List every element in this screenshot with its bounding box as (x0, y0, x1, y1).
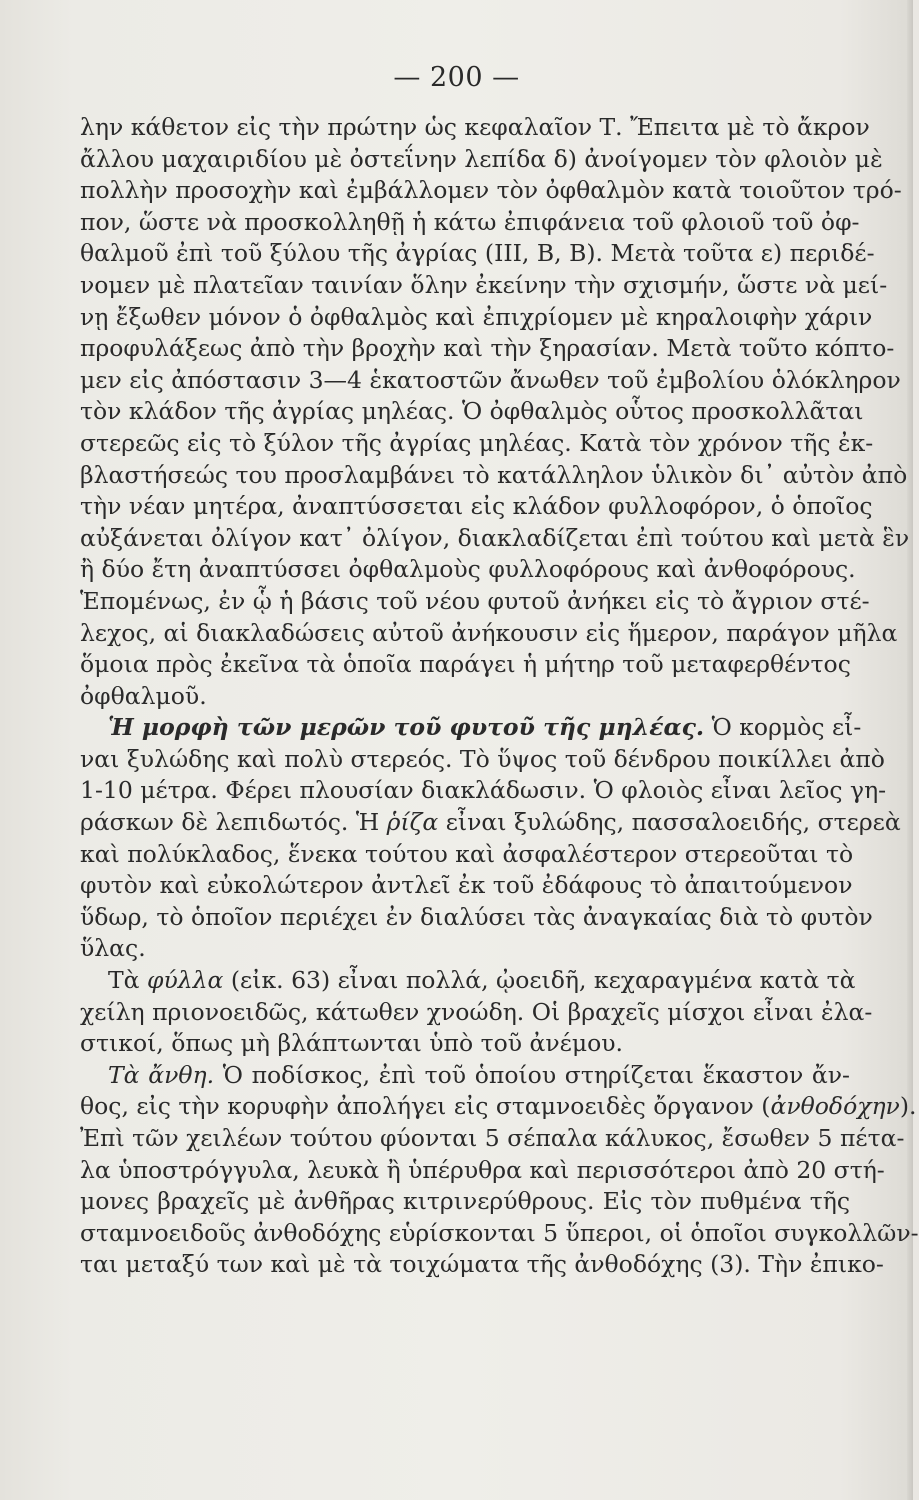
paragraph (80, 1060, 919, 1281)
text-run: Ὁ ποδίσκος, ἐπὶ τοῦ ὁποίου στηρίζεται ἕκαστον ἄν- (214, 1060, 850, 1089)
text-line (80, 144, 883, 176)
text-line (80, 997, 873, 1029)
text-run: 1-10 μέτρα. Φέρει πλουσίαν διακλάδωσιν. Ὁ φλοιὸς εἶναι λεῖος γη- (80, 776, 887, 805)
text-run: ὅμοια πρὸς ἐκεῖνα τὰ ὁποῖα παράγει ἡ μήτηρ τοῦ μεταφερθέντος (80, 650, 851, 679)
text-run: τὸν κλάδον τῆς ἀγρίας μηλέας. Ὁ ὀφθαλμὸς οὗτος προσκολλᾶται (80, 397, 864, 426)
text-line (80, 681, 850, 713)
text-line (80, 175, 902, 207)
text-run: ναι ξυλώδης καὶ πολὺ στερεός. Τὸ ὕψος τοῦ δένδρου ποικίλλει ἀπὸ (80, 744, 885, 773)
paragraph (80, 965, 873, 1060)
text-run: βλαστήσεώς του προσλαμβάνει τὸ κατάλληλον ὑλικὸν δι᾿ αὐτὸν ἀπὸ (80, 460, 908, 489)
page-number: — 200 — (393, 62, 520, 93)
text-run: μεν εἰς ἀπόστασιν 3—4 ἑκατοστῶν ἄνωθεν τοῦ ἐμβολίου ὁλόκληρον (80, 365, 901, 394)
text-line (80, 902, 873, 934)
text-line (80, 649, 850, 681)
text-line (80, 523, 910, 555)
text-run: χείλη πριονοειδῶς, κάτωθεν χνοώδη. Οἱ βραχεῖς μίσχοι εἶναι ἐλα- (80, 997, 873, 1026)
text-run: αὐξάνεται ὀλίγον κατ᾿ ὀλίγον, διακλαδίζεται ἐπὶ τούτου καὶ μετὰ ἓν (80, 523, 910, 552)
text-run: ὕλας. (80, 934, 146, 963)
text-line (80, 365, 901, 397)
text-line (80, 491, 873, 523)
text-line (80, 965, 856, 997)
text-line (80, 112, 870, 144)
text-run: ὕδωρ, τὸ ὁποῖον περιέχει ἐν διαλύσει τὰς ἀναγκαίας διὰ τὸ φυτὸν (80, 902, 873, 931)
text-line (80, 1123, 905, 1155)
text-run: ). (899, 1092, 917, 1121)
text-line (80, 807, 901, 839)
text-line (80, 207, 860, 239)
text-line (80, 744, 885, 776)
body-text (80, 112, 919, 1281)
text-run: ῥίζα (386, 808, 439, 837)
text-line (80, 270, 888, 302)
text-run: τὴν νέαν μητέρα, ἀναπτύσσεται εἰς κλάδον φυλλοφόρον, ὁ ὁποῖος (80, 492, 873, 521)
text-line (80, 586, 870, 618)
text-run: νομεν μὲ πλατεῖαν ταινίαν ὅλην ἐκείνην τὴν σχισμήν, ὥστε νὰ μεί- (80, 270, 888, 299)
text-line (80, 302, 873, 334)
text-line (80, 712, 862, 744)
text-run: πον, ὥστε νὰ προσκολληθῇ ἡ κάτω ἐπιφάνεια τοῦ φλοιοῦ τοῦ ὀφ- (80, 207, 860, 236)
page-edge-shadow (907, 0, 913, 1500)
text-run: φυτὸν καὶ εὐκολώτερον ἀντλεῖ ἐκ τοῦ ἐδάφους τὸ ἀπαιτούμενον (80, 871, 853, 900)
text-line (80, 1060, 850, 1092)
text-run: ται μεταξύ των καὶ μὲ τὰ τοιχώματα τῆς ἀνθοδόχης (3). Τὴν ἐπικο- (80, 1250, 884, 1279)
text-line (80, 460, 908, 492)
text-line (80, 238, 875, 270)
text-run: Τὰ ἄνθη. (108, 1060, 215, 1089)
text-line (80, 1249, 884, 1281)
text-run: φύλλα (147, 966, 224, 995)
text-line (80, 1155, 885, 1187)
text-line (80, 1186, 850, 1218)
text-run: ἢ δύο ἔτη ἀναπτύσσει ὀφθαλμοὺς φυλλοφόρους καὶ ἀνθοφόρους. (80, 555, 856, 584)
text-line (80, 933, 850, 965)
text-run: καὶ πολύκλαδος, ἕνεκα τούτου καὶ ἀσφαλέστερον στερεοῦται τὸ (80, 839, 854, 868)
text-run: θαλμοῦ ἐπὶ τοῦ ξύλου τῆς ἀγρίας (ΙΙΙ, Β, Β). Μετὰ τοῦτα ε) περιδέ- (80, 239, 875, 268)
text-run: Ἑπομένως, ἐν ᾧ ἡ βάσις τοῦ νέου φυτοῦ ἀνήκει εἰς τὸ ἄγριον στέ- (80, 586, 870, 615)
text-run: ἀνθοδόχην (770, 1092, 900, 1121)
text-line (80, 775, 887, 807)
text-run: προφυλάξεως ἀπὸ τὴν βροχὴν καὶ τὴν ξηρασίαν. Μετὰ τοῦτο κόπτο- (80, 334, 895, 363)
text-line (80, 554, 856, 586)
text-line (80, 839, 854, 871)
text-line (80, 618, 898, 650)
text-run: λα ὑποστρόγγυλα, λευκὰ ἢ ὑπέρυθρα καὶ περισσότεροι ἀπὸ 20 στή- (80, 1155, 885, 1184)
text-run: ὀφθαλμοῦ. (80, 681, 207, 710)
text-line (80, 870, 853, 902)
text-run: στερεῶς εἰς τὸ ξύλον τῆς ἀγρίας μηλέας. Κατὰ τὸν χρόνον τῆς ἐκ- (80, 428, 874, 457)
text-line (80, 396, 864, 428)
text-line (80, 1091, 917, 1123)
text-run: στικοί, ὅπως μὴ βλάπτωνται ὑπὸ τοῦ ἀνέμου. (80, 1029, 624, 1058)
text-run: εἶναι ξυλώδης, πασσαλοειδής, στερεὰ (438, 808, 901, 837)
section-heading: Ἡ μορφὴ τῶν μερῶν τοῦ φυτοῦ τῆς μηλέας. (108, 713, 705, 742)
text-run: Τὰ (108, 966, 148, 995)
text-run: ἄλλου μαχαιριδίου μὲ ὀστεΐνην λεπίδα δ) ἀνοίγομεν τὸν φλοιὸν μὲ (80, 144, 883, 173)
text-line (80, 1028, 850, 1060)
text-line (80, 1218, 919, 1250)
text-run: σταμνοειδοῦς ἀνθοδόχης εὑρίσκονται 5 ὕπεροι, οἱ ὁποῖοι συγκολλῶν- (80, 1218, 919, 1247)
text-run: ράσκων δὲ λεπιδωτός. Ἡ (80, 808, 387, 837)
text-run: λην κάθετον εἰς τὴν πρώτην ὡς κεφαλαῖον Τ. Ἔπειτα μὲ τὸ ἄκρον (80, 113, 870, 141)
text-line (80, 333, 895, 365)
text-run: λεχος, αἱ διακλαδώσεις αὐτοῦ ἀνήκουσιν εἰς ἥμερον, παράγον μῆλα (80, 618, 898, 647)
text-run: Ὁ κορμὸς εἶ- (704, 713, 862, 742)
paragraph (80, 712, 901, 965)
text-line (80, 428, 874, 460)
text-run: μονες βραχεῖς μὲ ἀνθῆρας κιτρινερύθρους. Εἰς τὸν πυθμένα τῆς (80, 1187, 850, 1216)
text-run: θος, εἰς τὴν κορυφὴν ἀπολήγει εἰς σταμνοειδὲς ὄργανον ( (80, 1092, 771, 1121)
paragraph (80, 112, 910, 712)
text-run: νῃ ἔξωθεν μόνον ὁ ὀφθαλμὸς καὶ ἐπιχρίομεν μὲ κηραλοιφὴν χάριν (80, 302, 873, 331)
text-run: (εἰκ. 63) εἶναι πολλά, ᾠοειδῆ, κεχαραγμένα κατὰ τὰ (223, 966, 856, 995)
text-run: Ἐπὶ τῶν χειλέων τούτου φύονται 5 σέπαλα κάλυκος, ἔσωθεν 5 πέτα- (80, 1124, 905, 1152)
text-run: πολλὴν προσοχὴν καὶ ἐμβάλλομεν τὸν ὀφθαλμὸν κατὰ τοιοῦτον τρό- (80, 176, 902, 205)
